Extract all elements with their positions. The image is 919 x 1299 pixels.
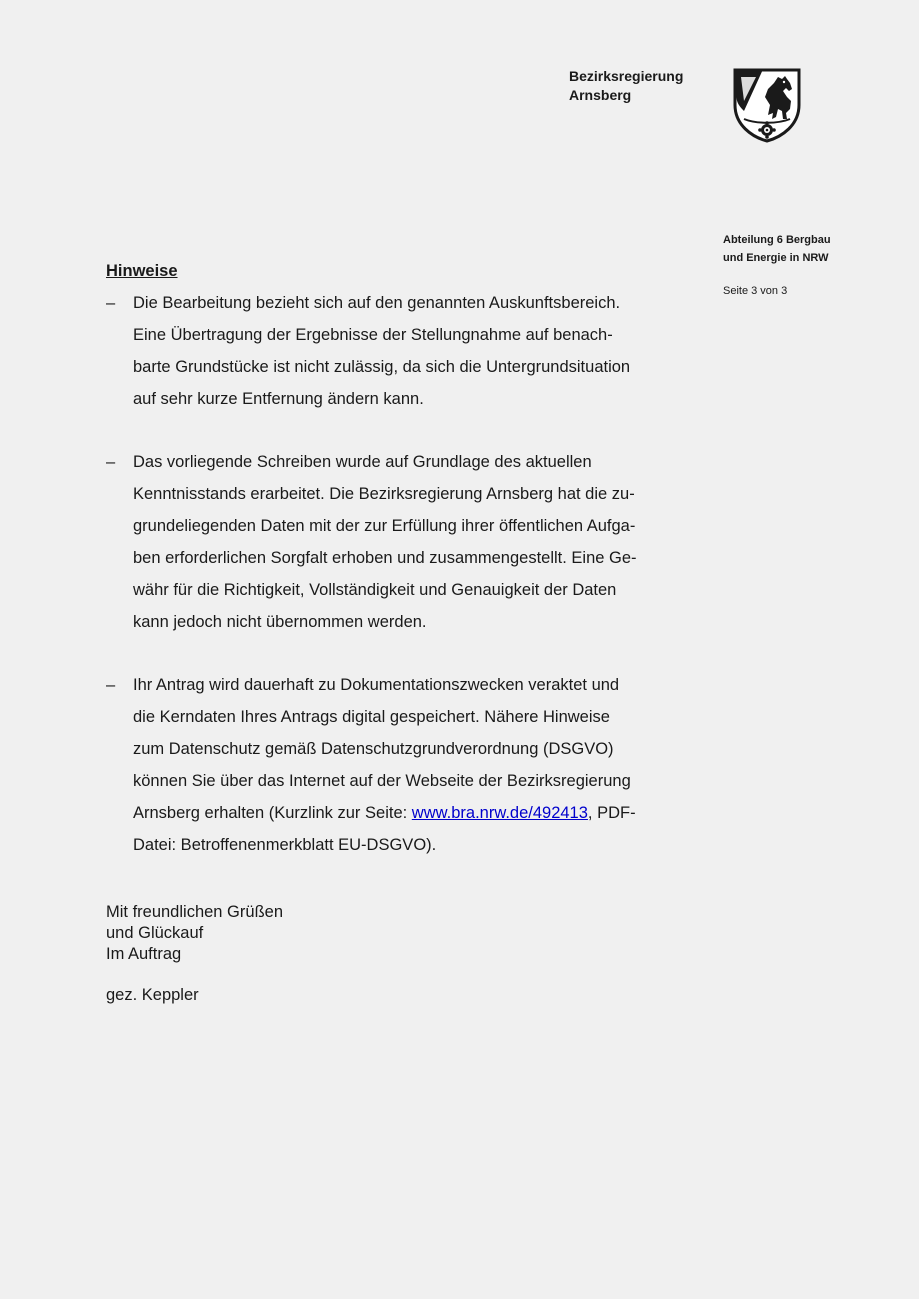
note-line-with-link [133,797,706,829]
note-line: Datei: Betroffenenmerkblatt EU-DSGVO). [133,836,437,854]
note-line: Eine Übertragung der Ergebnisse der Stellungnahme auf benach- [133,326,613,344]
nrw-coat-of-arms-icon [732,67,802,143]
dsgvo-info-link[interactable]: www.bra.nrw.de/492413 [411,804,588,822]
note-item [106,446,706,638]
bullet-dash: – [106,453,116,471]
gluckauf-line: und Glückauf [106,924,204,942]
greeting: Mit freundlichen Grüßen [106,903,283,921]
sidebar-info [723,231,903,300]
note-line: kann jedoch nicht übernommen werden. [133,613,427,631]
section-heading: Hinweise [106,262,178,280]
department-name [723,231,903,267]
on-behalf-line: Im Auftrag [106,945,182,963]
authority-line-2: Arnsberg [569,87,632,103]
note-line: Kenntnisstands erarbeitet. Die Bezirksregierung Arnsberg hat die zu- [133,485,635,503]
note-line: barte Grundstücke ist nicht zulässig, da sich die Untergrundsituation [133,358,631,376]
closing-block [106,902,283,1006]
note-line: Die Bearbeitung bezieht sich auf den genannten Auskunftsbereich. [133,294,621,312]
link-line-prefix: Arnsberg erhalten (Kurzlink zur Seite: [133,804,412,822]
note-line: zum Datenschutz gemäß Datenschutzgrundverordnung (DSGVO) [133,740,614,758]
note-item [106,287,706,415]
bullet-dash: – [106,676,116,694]
notes-list [106,287,706,892]
note-line: Das vorliegende Schreiben wurde auf Grundlage des aktuellen [133,453,592,471]
link-line-suffix: , PDF- [587,804,636,822]
department-line-2: und Energie in NRW [723,252,829,264]
department-line-1: Abteilung 6 Bergbau [723,234,831,246]
page-number: Seite 3 von 3 [723,285,788,297]
note-line: können Sie über das Internet auf der Webseite der Bezirksregierung [133,772,631,790]
authority-name [569,67,683,105]
note-line: ben erforderlichen Sorgfalt erhoben und zusammengestellt. Eine Ge- [133,549,637,567]
note-line: währ für die Richtigkeit, Vollständigkeit und Genauigkeit der Daten [133,581,617,599]
signature: gez. Keppler [106,986,199,1004]
bullet-dash: – [106,294,116,312]
note-line: Ihr Antrag wird dauerhaft zu Dokumentationszwecken veraktet und [133,676,620,694]
authority-line-1: Bezirksregierung [569,68,684,84]
note-line: die Kerndaten Ihres Antrags digital gespeichert. Nähere Hinweise [133,708,610,726]
note-item [106,669,706,861]
note-line: grundeliegenden Daten mit der zur Erfüllung ihrer öffentlichen Aufga- [133,517,636,535]
note-line: auf sehr kurze Entfernung ändern kann. [133,390,424,408]
